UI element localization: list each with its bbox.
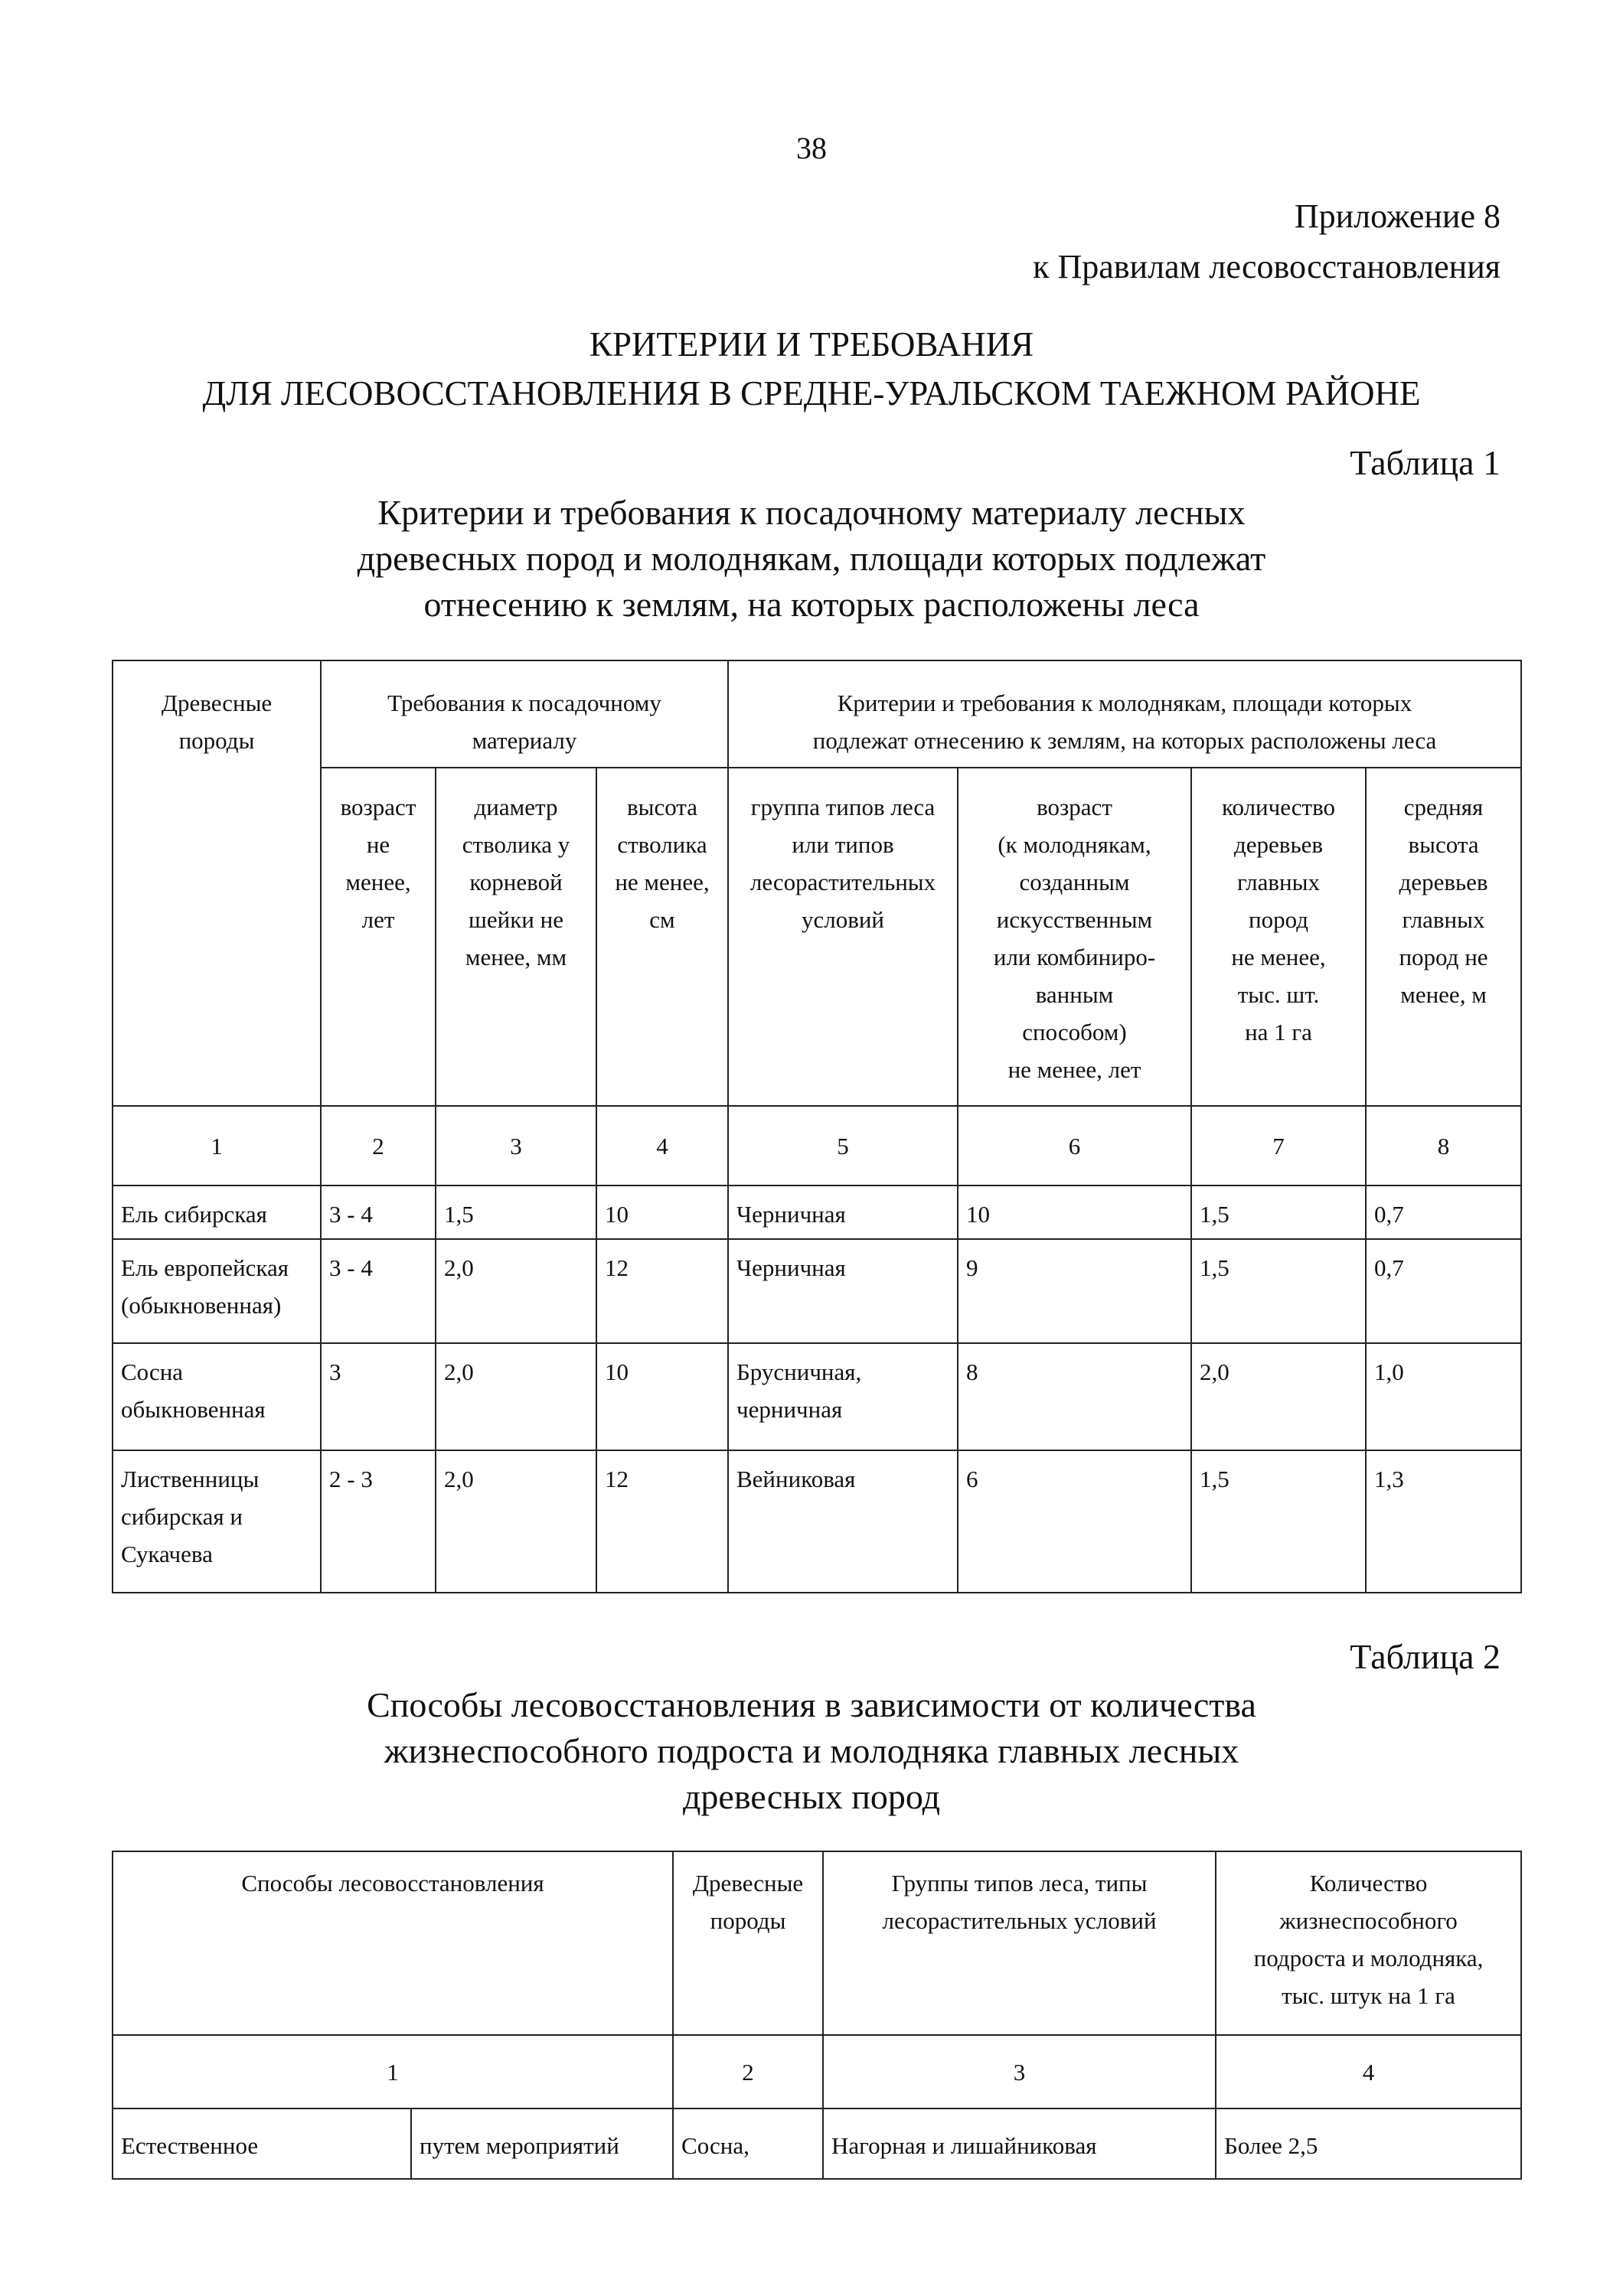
cell-species: Сосна, (673, 2108, 823, 2179)
document-title (0, 320, 1623, 418)
cell-diameter: 2,0 (436, 1450, 596, 1593)
cell-method: Естественное (113, 2108, 411, 2179)
appendix-line-2: к Правилам лесовосстановления (1033, 248, 1501, 285)
cell-avg-height: 0,7 (1366, 1186, 1521, 1239)
cell-diameter: 1,5 (436, 1186, 596, 1239)
cell-young-age: 9 (958, 1239, 1191, 1343)
col-number: 4 (596, 1106, 728, 1186)
cell-height: 12 (596, 1239, 728, 1343)
table2 (112, 1851, 1522, 2180)
cell-line: Ель сибирская (121, 1201, 267, 1228)
cell-diameter: 2,0 (436, 1239, 596, 1343)
cell-line: обыкновенная (121, 1396, 266, 1423)
header-line: главных (1237, 869, 1320, 895)
caption-line: отнесению к землям, на которых расположены леса (423, 585, 1200, 624)
header-line: лет (361, 906, 395, 933)
subheader-forest-type (728, 768, 958, 1106)
table1 (112, 660, 1522, 1593)
header-line: группа типов леса (750, 794, 936, 820)
col-number: 8 (1366, 1106, 1521, 1186)
header-line: Требования к посадочному (387, 690, 661, 716)
header-line: Количество (1309, 1870, 1428, 1896)
subheader-avg-height (1366, 768, 1521, 1106)
header-line: деревьев (1234, 831, 1323, 858)
table1-subheader-row (113, 768, 1521, 1106)
cell-count: 1,5 (1191, 1450, 1366, 1593)
col-number: 7 (1191, 1106, 1366, 1186)
subheader-tree-count (1191, 768, 1366, 1106)
cell-line: Вейниковая (736, 1466, 856, 1492)
header-line: менее, (345, 869, 411, 895)
appendix-note (1033, 191, 1501, 292)
cell-height: 10 (596, 1186, 728, 1239)
page-number: 38 (796, 131, 827, 165)
table-row (113, 1186, 1521, 1239)
header-line: высота (1408, 831, 1479, 858)
header-line: на 1 га (1245, 1019, 1312, 1045)
header-line: стволика (617, 831, 707, 858)
header-line: Древесные (692, 1870, 804, 1896)
header-line: искусственным (996, 906, 1153, 933)
header-species (673, 1851, 823, 2035)
col-number: 6 (958, 1106, 1191, 1186)
header-quantity (1216, 1851, 1521, 2035)
cell-forest-type (728, 1450, 958, 1593)
cell-line: Ель европейская (121, 1254, 289, 1281)
header-line: Древесные (161, 690, 273, 716)
header-line: пород (1249, 906, 1308, 933)
table2-label: Таблица 2 (1350, 1637, 1501, 1676)
col-number: 1 (113, 1106, 321, 1186)
cell-line: Черничная (736, 1254, 846, 1281)
cell-count: 1,5 (1191, 1239, 1366, 1343)
header-line: тыс. штук на 1 га (1282, 1982, 1455, 2009)
header-line: породы (178, 727, 255, 754)
header-line: Критерии и требования к молоднякам, площади которых (837, 690, 1412, 716)
header-line: средняя (1403, 794, 1484, 820)
header-line: главных (1402, 906, 1485, 933)
header-line: менее, м (1400, 981, 1487, 1008)
col-number: 2 (321, 1106, 436, 1186)
table1-caption (0, 490, 1623, 628)
cell-avg-height: 0,7 (1366, 1239, 1521, 1343)
col-number: 3 (436, 1106, 596, 1186)
header-line: см (649, 906, 675, 933)
caption-line: Критерии и требования к посадочному материалу лесных (377, 493, 1246, 532)
caption-line: Способы лесовосстановления в зависимости от количества (367, 1685, 1256, 1724)
cell-line: сибирская и (121, 1503, 243, 1530)
table2-column-numbers (113, 2035, 1521, 2108)
col-number: 5 (728, 1106, 958, 1186)
table1-column-numbers (113, 1106, 1521, 1186)
col-number: 1 (113, 2035, 673, 2108)
cell-height: 12 (596, 1450, 728, 1593)
header-line: Способы лесовосстановления (241, 1870, 544, 1896)
cell-species (113, 1343, 321, 1450)
subheader-diameter (436, 768, 596, 1106)
header-line: тыс. шт. (1237, 981, 1320, 1008)
header-line: (к молоднякам, (998, 831, 1151, 858)
subheader-young-age (958, 768, 1191, 1106)
cell-age: 3 - 4 (321, 1239, 436, 1343)
cell-diameter: 2,0 (436, 1343, 596, 1450)
cell-line: Черничная (736, 1201, 846, 1228)
header-methods (113, 1851, 673, 2035)
cell-line: Брусничная, (736, 1358, 862, 1385)
header-line: высота (626, 794, 697, 820)
cell-forest-type (728, 1186, 958, 1239)
header-line: породы (710, 1907, 786, 1934)
cell-avg-height: 1,0 (1366, 1343, 1521, 1450)
header-line: условий (801, 906, 885, 933)
cell-forest-type: Нагорная и лишайниковая (823, 2108, 1216, 2179)
table-row (113, 2108, 1521, 2179)
title-line-1: КРИТЕРИИ И ТРЕБОВАНИЯ (589, 325, 1034, 364)
header-planting-material (321, 660, 728, 768)
cell-young-age: 6 (958, 1450, 1191, 1593)
header-line: диаметр (474, 794, 558, 820)
header-line: ванным (1035, 981, 1114, 1008)
header-line: деревьев (1399, 869, 1488, 895)
title-line-2: ДЛЯ ЛЕСОВОССТАНОВЛЕНИЯ В СРЕДНЕ-УРАЛЬСКОМ ТАЕЖНОМ РАЙОНЕ (202, 374, 1421, 413)
header-line: не (366, 831, 390, 858)
header-line: возраст (340, 794, 416, 820)
header-line: шейки не (469, 906, 563, 933)
caption-line: древесных пород (683, 1777, 940, 1816)
table-row (113, 1450, 1521, 1593)
cell-age: 2 - 3 (321, 1450, 436, 1593)
header-line: или типов (792, 831, 894, 858)
cell-height: 10 (596, 1343, 728, 1450)
header-line: или комбиниро- (993, 944, 1156, 970)
header-line: материалу (472, 727, 577, 754)
header-species (113, 660, 321, 1106)
cell-count: 2,0 (1191, 1343, 1366, 1450)
table1-label: Таблица 1 (1350, 443, 1501, 482)
subheader-height (596, 768, 728, 1106)
header-line: возраст (1037, 794, 1112, 820)
cell-forest-type (728, 1239, 958, 1343)
header-line: Группы типов леса, типы (891, 1870, 1148, 1896)
header-young-stands (728, 660, 1521, 768)
header-line: количество (1222, 794, 1335, 820)
header-line: лесорастительных (749, 869, 936, 895)
col-number: 3 (823, 2035, 1216, 2108)
cell-young-age: 8 (958, 1343, 1191, 1450)
cell-species (113, 1239, 321, 1343)
cell-line: черничная (736, 1396, 843, 1423)
header-line: не менее, (615, 869, 710, 895)
cell-line: Сукачева (121, 1541, 213, 1567)
header-line: созданным (1019, 869, 1130, 895)
cell-count: 1,5 (1191, 1186, 1366, 1239)
table2-caption (0, 1682, 1623, 1820)
cell-sub-method: путем мероприятий (411, 2108, 673, 2179)
header-line: подлежат отнесению к землям, на которых расположены леса (812, 727, 1437, 754)
caption-line: древесных пород и молоднякам, площади которых подлежат (357, 539, 1266, 578)
cell-age: 3 (321, 1343, 436, 1450)
cell-age: 3 - 4 (321, 1186, 436, 1239)
cell-species (113, 1450, 321, 1593)
header-line: пород не (1399, 944, 1488, 970)
header-line: корневой (469, 869, 563, 895)
table-row (113, 1239, 1521, 1343)
col-number: 4 (1216, 2035, 1521, 2108)
cell-quantity: Более 2,5 (1216, 2108, 1521, 2179)
table1-header-row (113, 660, 1521, 768)
header-line: лесорастительных условий (882, 1907, 1157, 1934)
cell-line: Лиственницы (121, 1466, 260, 1492)
header-line: жизнеспособного (1279, 1907, 1458, 1934)
cell-young-age: 10 (958, 1186, 1191, 1239)
cell-forest-type (728, 1343, 958, 1450)
header-line: стволика у (462, 831, 570, 858)
header-forest-types (823, 1851, 1216, 2035)
header-line: способом) (1022, 1019, 1127, 1045)
header-line: не менее, лет (1007, 1056, 1141, 1083)
cell-species (113, 1186, 321, 1239)
table2-header-row (113, 1851, 1521, 2035)
header-line: менее, мм (465, 944, 567, 970)
appendix-line-1: Приложение 8 (1294, 197, 1501, 235)
subheader-age (321, 768, 436, 1106)
col-number: 2 (673, 2035, 823, 2108)
caption-line: жизнеспособного подроста и молодняка главных лесных (384, 1731, 1239, 1770)
table-row (113, 1343, 1521, 1450)
header-line: подроста и молодняка, (1253, 1945, 1484, 1971)
header-line: не менее, (1231, 944, 1326, 970)
cell-line: Сосна (121, 1358, 184, 1385)
cell-line: (обыкновенная) (121, 1292, 282, 1319)
cell-avg-height: 1,3 (1366, 1450, 1521, 1593)
